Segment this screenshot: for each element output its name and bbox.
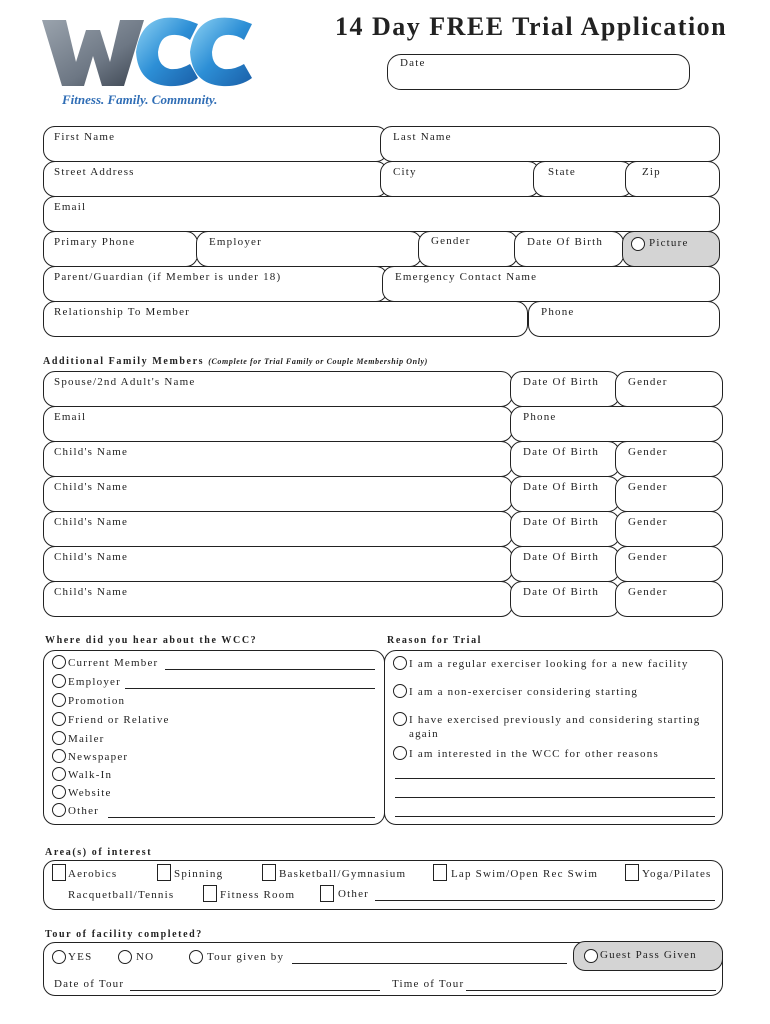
tour-no-radio[interactable] — [118, 950, 132, 964]
hear-radio[interactable] — [52, 693, 66, 707]
guest-pass-radio[interactable] — [584, 949, 598, 963]
reason-line[interactable] — [395, 778, 715, 779]
interest-checkbox[interactable] — [320, 885, 334, 902]
reason-radio[interactable] — [393, 656, 407, 670]
spouse-email-label: Email — [54, 411, 87, 423]
street-address-field[interactable] — [43, 161, 388, 197]
child-name-field[interactable] — [43, 441, 513, 477]
tour-date-line[interactable] — [130, 990, 380, 991]
child-dob-field[interactable] — [510, 441, 620, 477]
hear-line[interactable] — [165, 669, 375, 670]
hear-option: Other — [68, 805, 100, 817]
picture-label: Picture — [649, 237, 689, 249]
tour-given-label: Tour given by — [207, 951, 285, 963]
child-name-label: Child's Name — [54, 481, 129, 493]
child-name-label: Child's Name — [54, 586, 129, 598]
gender-field[interactable] — [418, 231, 518, 267]
tagline: Fitness. Family. Community. — [62, 92, 218, 107]
hear-radio[interactable] — [52, 767, 66, 781]
reason-radio[interactable] — [393, 684, 407, 698]
hear-radio[interactable] — [52, 655, 66, 669]
hear-radio[interactable] — [52, 749, 66, 763]
page-title: 14 Day FREE Trial Application — [335, 12, 728, 41]
hear-line[interactable] — [125, 688, 375, 689]
tour-given-radio[interactable] — [189, 950, 203, 964]
interest-option: Lap Swim/Open Rec Swim — [451, 868, 599, 880]
family-heading — [43, 356, 428, 367]
tour-given-line[interactable] — [292, 963, 567, 964]
child-gender-label: Gender — [628, 551, 668, 563]
reason-option: I am a non-exerciser considering starting — [409, 686, 639, 698]
wcc-logo — [40, 14, 255, 90]
hear-heading: Where did you hear about the WCC? — [45, 635, 258, 646]
tour-no-label: NO — [136, 951, 155, 963]
hear-radio[interactable] — [52, 803, 66, 817]
reason-option: I am interested in the WCC for other reasons — [409, 748, 659, 760]
spouse-dob-field[interactable] — [510, 371, 620, 407]
relationship-label: Relationship To Member — [54, 306, 191, 318]
child-gender-field[interactable] — [615, 441, 723, 477]
first-name-field[interactable] — [43, 126, 388, 162]
child-dob-field[interactable] — [510, 581, 620, 617]
primary-phone-field[interactable] — [43, 231, 198, 267]
reason-heading: Reason for Trial — [387, 635, 483, 646]
spouse-name-field[interactable] — [43, 371, 513, 407]
city-label: City — [393, 166, 417, 178]
picture-field[interactable] — [622, 231, 720, 267]
hear-radio[interactable] — [52, 674, 66, 688]
hear-other-line[interactable] — [108, 817, 375, 818]
tour-yes-label: YES — [68, 951, 93, 963]
hear-option: Friend or Relative — [68, 714, 170, 726]
child-gender-field[interactable] — [615, 511, 723, 547]
employer-field[interactable] — [196, 231, 422, 267]
interest-checkbox[interactable] — [157, 864, 171, 881]
child-name-label: Child's Name — [54, 446, 129, 458]
interest-option: Other — [338, 888, 370, 900]
interest-checkbox[interactable] — [262, 864, 276, 881]
street-address-label: Street Address — [54, 166, 135, 178]
hear-option: Website — [68, 787, 112, 799]
tour-time-label: Time of Tour — [392, 978, 465, 990]
reason-option-cont: again — [409, 728, 439, 740]
guardian-field[interactable] — [43, 266, 388, 302]
spouse-gender-label: Gender — [628, 376, 668, 388]
child-gender-field[interactable] — [615, 581, 723, 617]
employer-label: Employer — [209, 236, 262, 248]
zip-label: Zip — [642, 166, 661, 178]
child-gender-label: Gender — [628, 481, 668, 493]
child-dob-label: Date Of Birth — [523, 586, 600, 598]
guardian-label: Parent/Guardian (if Member is under 18) — [54, 271, 282, 283]
hear-radio[interactable] — [52, 712, 66, 726]
state-field[interactable] — [533, 161, 633, 197]
hear-option: Current Member — [68, 657, 159, 669]
child-dob-field[interactable] — [510, 546, 620, 582]
interest-other-line[interactable] — [375, 900, 715, 901]
hear-radio[interactable] — [52, 731, 66, 745]
first-name-label: First Name — [54, 131, 116, 143]
spouse-gender-field[interactable] — [615, 371, 723, 407]
interest-checkbox[interactable] — [52, 864, 66, 881]
emergency-contact-label: Emergency Contact Name — [395, 271, 538, 283]
dob-label: Date Of Birth — [527, 236, 604, 248]
hear-option: Walk-In — [68, 769, 113, 781]
child-name-label: Child's Name — [54, 516, 129, 528]
spouse-email-field[interactable] — [43, 406, 513, 442]
spouse-name-label: Spouse/2nd Adult's Name — [54, 376, 196, 388]
guest-pass-label: Guest Pass Given — [600, 949, 697, 961]
last-name-field[interactable] — [380, 126, 720, 162]
child-dob-label: Date Of Birth — [523, 516, 600, 528]
child-dob-field[interactable] — [510, 476, 620, 512]
date-field[interactable] — [387, 54, 690, 90]
hear-option: Newspaper — [68, 751, 129, 763]
reason-radio[interactable] — [393, 712, 407, 726]
child-dob-field[interactable] — [510, 511, 620, 547]
interest-option: Fitness Room — [220, 889, 296, 901]
last-name-label: Last Name — [393, 131, 452, 143]
emergency-phone-label: Phone — [541, 306, 575, 318]
child-name-field[interactable] — [43, 476, 513, 512]
email-field[interactable] — [43, 196, 720, 232]
child-name-label: Child's Name — [54, 551, 129, 563]
reason-option: I have exercised previously and considering starting — [409, 714, 701, 726]
child-name-field[interactable] — [43, 546, 513, 582]
family-heading-text: Additional Family Members — [43, 356, 205, 367]
hear-option: Promotion — [68, 695, 126, 707]
tour-time-line[interactable] — [466, 990, 716, 991]
zip-field[interactable] — [625, 161, 720, 197]
hear-option: Mailer — [68, 733, 105, 745]
guest-pass-field[interactable] — [573, 941, 723, 971]
state-label: State — [548, 166, 576, 178]
child-gender-label: Gender — [628, 446, 668, 458]
spouse-dob-label: Date Of Birth — [523, 376, 600, 388]
child-name-field[interactable] — [43, 511, 513, 547]
child-name-field[interactable] — [43, 581, 513, 617]
tour-yes-radio[interactable] — [52, 950, 66, 964]
spouse-phone-field[interactable] — [510, 406, 723, 442]
reason-line[interactable] — [395, 816, 715, 817]
interest-checkbox[interactable] — [203, 885, 217, 902]
email-label: Email — [54, 201, 87, 213]
primary-phone-label: Primary Phone — [54, 236, 136, 248]
child-dob-label: Date Of Birth — [523, 481, 600, 493]
hear-option: Employer — [68, 676, 121, 688]
child-dob-label: Date Of Birth — [523, 551, 600, 563]
child-gender-field[interactable] — [615, 546, 723, 582]
gender-label: Gender — [431, 235, 471, 247]
interest-option: Aerobics — [68, 868, 118, 880]
date-label: Date — [400, 57, 426, 69]
interest-option: Racquetball/Tennis — [68, 889, 175, 901]
picture-radio[interactable] — [631, 237, 645, 251]
interest-option: Spinning — [174, 868, 224, 880]
interest-heading: Area(s) of interest — [45, 847, 153, 858]
hear-radio[interactable] — [52, 785, 66, 799]
reason-option: I am a regular exerciser looking for a new facility — [409, 658, 689, 670]
tour-heading: Tour of facility completed? — [45, 929, 203, 940]
child-gender-label: Gender — [628, 586, 668, 598]
dob-field[interactable] — [514, 231, 624, 267]
interest-checkbox[interactable] — [433, 864, 447, 881]
reason-radio[interactable] — [393, 746, 407, 760]
reason-line[interactable] — [395, 797, 715, 798]
interest-checkbox[interactable] — [625, 864, 639, 881]
child-gender-label: Gender — [628, 516, 668, 528]
relationship-field[interactable] — [43, 301, 528, 337]
tour-date-label: Date of Tour — [54, 978, 125, 990]
child-dob-label: Date Of Birth — [523, 446, 600, 458]
emergency-contact-field[interactable] — [382, 266, 720, 302]
interest-option: Yoga/Pilates — [642, 868, 712, 880]
spouse-phone-label: Phone — [523, 411, 557, 423]
child-gender-field[interactable] — [615, 476, 723, 512]
interest-option: Basketball/Gymnasium — [279, 868, 407, 880]
city-field[interactable] — [380, 161, 540, 197]
family-note: (Complete for Trial Family or Couple Membership Only) — [208, 357, 428, 366]
emergency-phone-field[interactable] — [528, 301, 720, 337]
